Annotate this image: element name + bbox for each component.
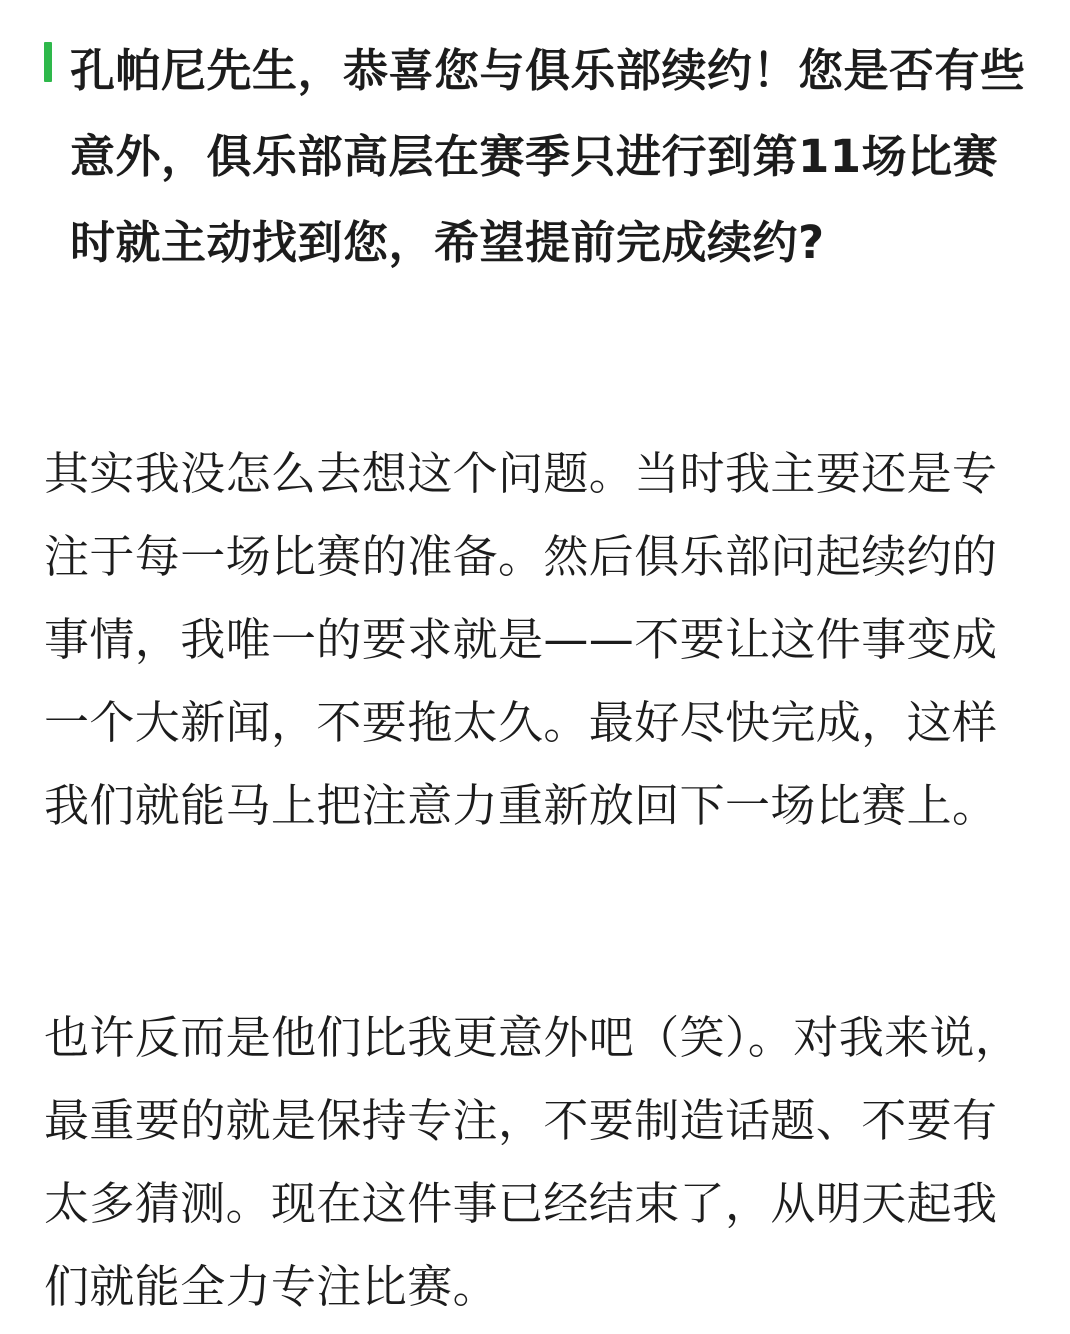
question-text: 孔帕尼先生，恭喜您与俱乐部续约！您是否有些意外，俱乐部高层在赛季只进行到第11场比赛时就主动找到您，希望提前完成续约? [70,44,1026,269]
answer-paragraph: 其实我没怎么去想这个问题。当时我主要还是专注于每一场比赛的准备。然后俱乐部问起续约的事情，我唯一的要求就是——不要让这件事变成一个大新闻，不要拖太久。最好尽快完成，这样我们就能马上把注意力重新放回下一场比赛上。 [44,447,998,832]
answer-paragraph: 也许反而是他们比我更意外吧（笑）。对我来说，最重要的就是保持专注，不要制造话题、不要有太多猜测。现在这件事已经结束了，从明天起我们就能全力专注比赛。 [44,1011,1021,1313]
accent-bar [44,42,52,82]
